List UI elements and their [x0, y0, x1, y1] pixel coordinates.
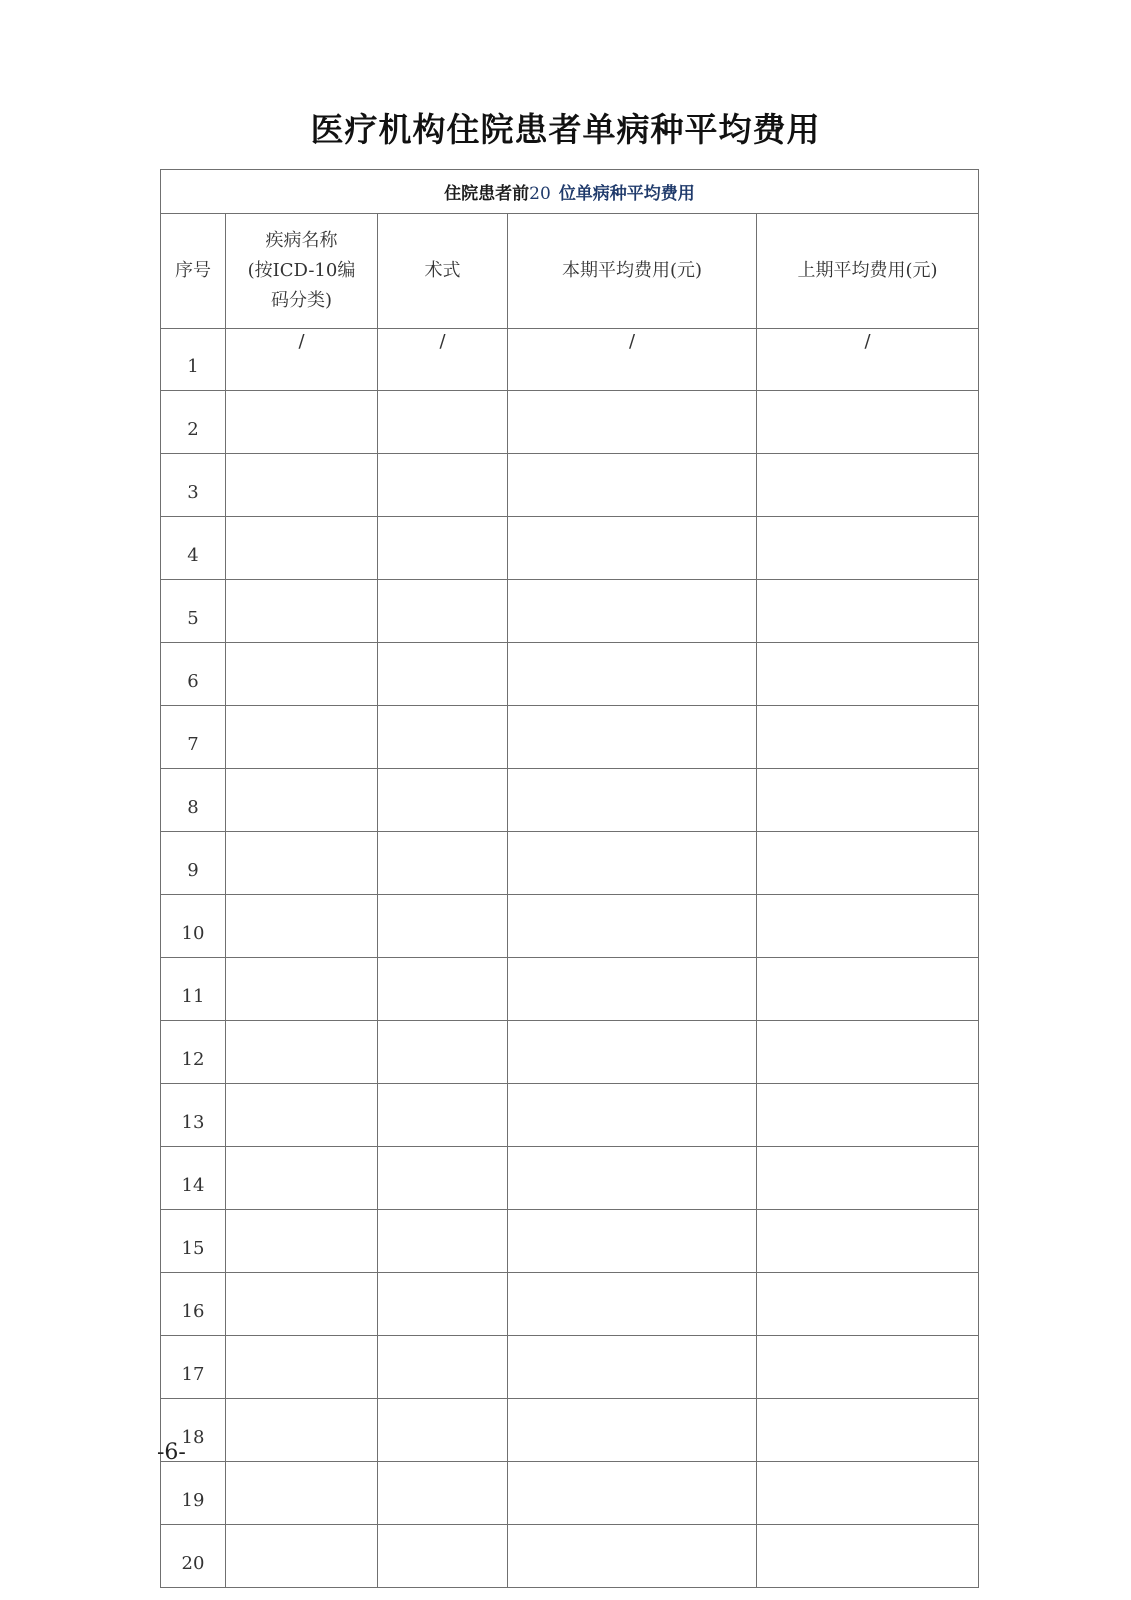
table-row — [161, 706, 979, 769]
table-row — [161, 329, 979, 391]
previous-average-cell — [757, 1084, 979, 1147]
previous-average-cell — [757, 1210, 979, 1273]
table-row — [161, 643, 979, 706]
disease-name-cell: / — [226, 329, 378, 391]
current-average-cell — [508, 1273, 757, 1336]
disease-name-cell — [226, 391, 378, 454]
previous-average-cell — [757, 1021, 979, 1084]
procedure-cell — [378, 1336, 508, 1399]
table-row — [161, 580, 979, 643]
disease-name-cell — [226, 1021, 378, 1084]
disease-name-cell — [226, 1336, 378, 1399]
row-index-cell: 3 — [161, 454, 226, 517]
disease-name-cell — [226, 454, 378, 517]
procedure-cell — [378, 643, 508, 706]
table-row — [161, 391, 979, 454]
column-header-index: 序号 — [161, 214, 226, 329]
column-header-current-average: 本期平均费用(元) — [508, 214, 757, 329]
previous-average-cell — [757, 454, 979, 517]
column-header-disease-line1: 疾病名称 — [265, 230, 338, 251]
procedure-cell — [378, 895, 508, 958]
previous-average-cell: / — [757, 329, 979, 391]
page-title: 医疗机构住院患者单病种平均费用 — [310, 110, 821, 149]
procedure-cell — [378, 1021, 508, 1084]
previous-average-cell — [757, 1462, 979, 1525]
previous-average-cell — [757, 1336, 979, 1399]
disease-name-cell — [226, 1210, 378, 1273]
row-index-cell: 9 — [161, 832, 226, 895]
table-row — [161, 895, 979, 958]
table-row — [161, 1336, 979, 1399]
current-average-cell — [508, 958, 757, 1021]
table-row — [161, 1525, 979, 1588]
disease-name-cell — [226, 769, 378, 832]
row-index-cell: 5 — [161, 580, 226, 643]
table-row — [161, 832, 979, 895]
row-index-cell: 4 — [161, 517, 226, 580]
row-index-cell: 10 — [161, 895, 226, 958]
disease-name-cell — [226, 958, 378, 1021]
disease-name-cell — [226, 1084, 378, 1147]
procedure-cell — [378, 391, 508, 454]
procedure-cell — [378, 1525, 508, 1588]
current-average-cell — [508, 580, 757, 643]
table-row — [161, 1084, 979, 1147]
row-index-cell: 20 — [161, 1525, 226, 1588]
row-index-cell: 8 — [161, 769, 226, 832]
row-index-cell: 17 — [161, 1336, 226, 1399]
disease-name-cell — [226, 1525, 378, 1588]
current-average-cell — [508, 895, 757, 958]
table-caption-suffix: 位单病种平均费用 — [558, 184, 695, 204]
previous-average-cell — [757, 706, 979, 769]
current-average-cell — [508, 1147, 757, 1210]
procedure-cell — [378, 832, 508, 895]
column-header-procedure: 术式 — [378, 214, 508, 329]
procedure-cell — [378, 1273, 508, 1336]
procedure-cell — [378, 517, 508, 580]
procedure-cell — [378, 1210, 508, 1273]
previous-average-cell — [757, 580, 979, 643]
disease-name-cell — [226, 1147, 378, 1210]
table-row — [161, 454, 979, 517]
current-average-cell — [508, 1462, 757, 1525]
table-caption-prefix: 住院患者前 — [444, 184, 530, 204]
table-body — [161, 329, 979, 1588]
previous-average-cell — [757, 895, 979, 958]
disease-name-cell — [226, 580, 378, 643]
column-header-previous-average: 上期平均费用(元) — [757, 214, 979, 329]
previous-average-cell — [757, 643, 979, 706]
column-header-disease — [226, 214, 378, 329]
disease-name-cell — [226, 643, 378, 706]
previous-average-cell — [757, 832, 979, 895]
table-row — [161, 1399, 979, 1462]
current-average-cell — [508, 517, 757, 580]
current-average-cell — [508, 706, 757, 769]
previous-average-cell — [757, 1525, 979, 1588]
table-row — [161, 517, 979, 580]
row-index-cell: 19 — [161, 1462, 226, 1525]
previous-average-cell — [757, 1147, 979, 1210]
current-average-cell — [508, 1399, 757, 1462]
procedure-cell — [378, 1147, 508, 1210]
row-index-cell: 15 — [161, 1210, 226, 1273]
current-average-cell — [508, 1525, 757, 1588]
procedure-cell — [378, 1084, 508, 1147]
current-average-cell — [508, 1084, 757, 1147]
disease-name-cell — [226, 832, 378, 895]
previous-average-cell — [757, 1273, 979, 1336]
table-row — [161, 958, 979, 1021]
row-index-cell: 16 — [161, 1273, 226, 1336]
table-row — [161, 1021, 979, 1084]
table-row — [161, 1273, 979, 1336]
table-row — [161, 1462, 979, 1525]
current-average-cell — [508, 1210, 757, 1273]
row-index-cell: 12 — [161, 1021, 226, 1084]
table-row — [161, 1147, 979, 1210]
current-average-cell — [508, 1021, 757, 1084]
table-row — [161, 1210, 979, 1273]
column-header-disease-line2: (按ICD-10编 — [247, 260, 356, 281]
row-index-cell: 6 — [161, 643, 226, 706]
row-index-cell: 7 — [161, 706, 226, 769]
procedure-cell — [378, 958, 508, 1021]
disease-name-cell — [226, 706, 378, 769]
current-average-cell — [508, 769, 757, 832]
procedure-cell — [378, 580, 508, 643]
previous-average-cell — [757, 1399, 979, 1462]
current-average-cell — [508, 454, 757, 517]
current-average-cell — [508, 1336, 757, 1399]
table-row — [161, 769, 979, 832]
previous-average-cell — [757, 517, 979, 580]
procedure-cell — [378, 769, 508, 832]
row-index-cell: 13 — [161, 1084, 226, 1147]
disease-name-cell — [226, 517, 378, 580]
previous-average-cell — [757, 958, 979, 1021]
procedure-cell: / — [378, 329, 508, 391]
procedure-cell — [378, 1462, 508, 1525]
current-average-cell — [508, 832, 757, 895]
row-index-cell: 11 — [161, 958, 226, 1021]
table-caption-number: 20 — [529, 184, 551, 204]
procedure-cell — [378, 1399, 508, 1462]
disease-fee-table — [160, 169, 979, 1588]
current-average-cell: / — [508, 329, 757, 391]
table-caption — [161, 170, 979, 214]
disease-name-cell — [226, 1399, 378, 1462]
disease-name-cell — [226, 895, 378, 958]
row-index-cell: 2 — [161, 391, 226, 454]
procedure-cell — [378, 706, 508, 769]
disease-name-cell — [226, 1273, 378, 1336]
current-average-cell — [508, 391, 757, 454]
row-index-cell: 1 — [161, 329, 226, 391]
page-number: -6- — [157, 1440, 186, 1465]
row-index-cell: 18 — [161, 1399, 226, 1462]
previous-average-cell — [757, 391, 979, 454]
procedure-cell — [378, 454, 508, 517]
disease-name-cell — [226, 1462, 378, 1525]
previous-average-cell — [757, 769, 979, 832]
current-average-cell — [508, 643, 757, 706]
column-header-disease-line3: 码分类) — [270, 290, 333, 311]
row-index-cell: 14 — [161, 1147, 226, 1210]
